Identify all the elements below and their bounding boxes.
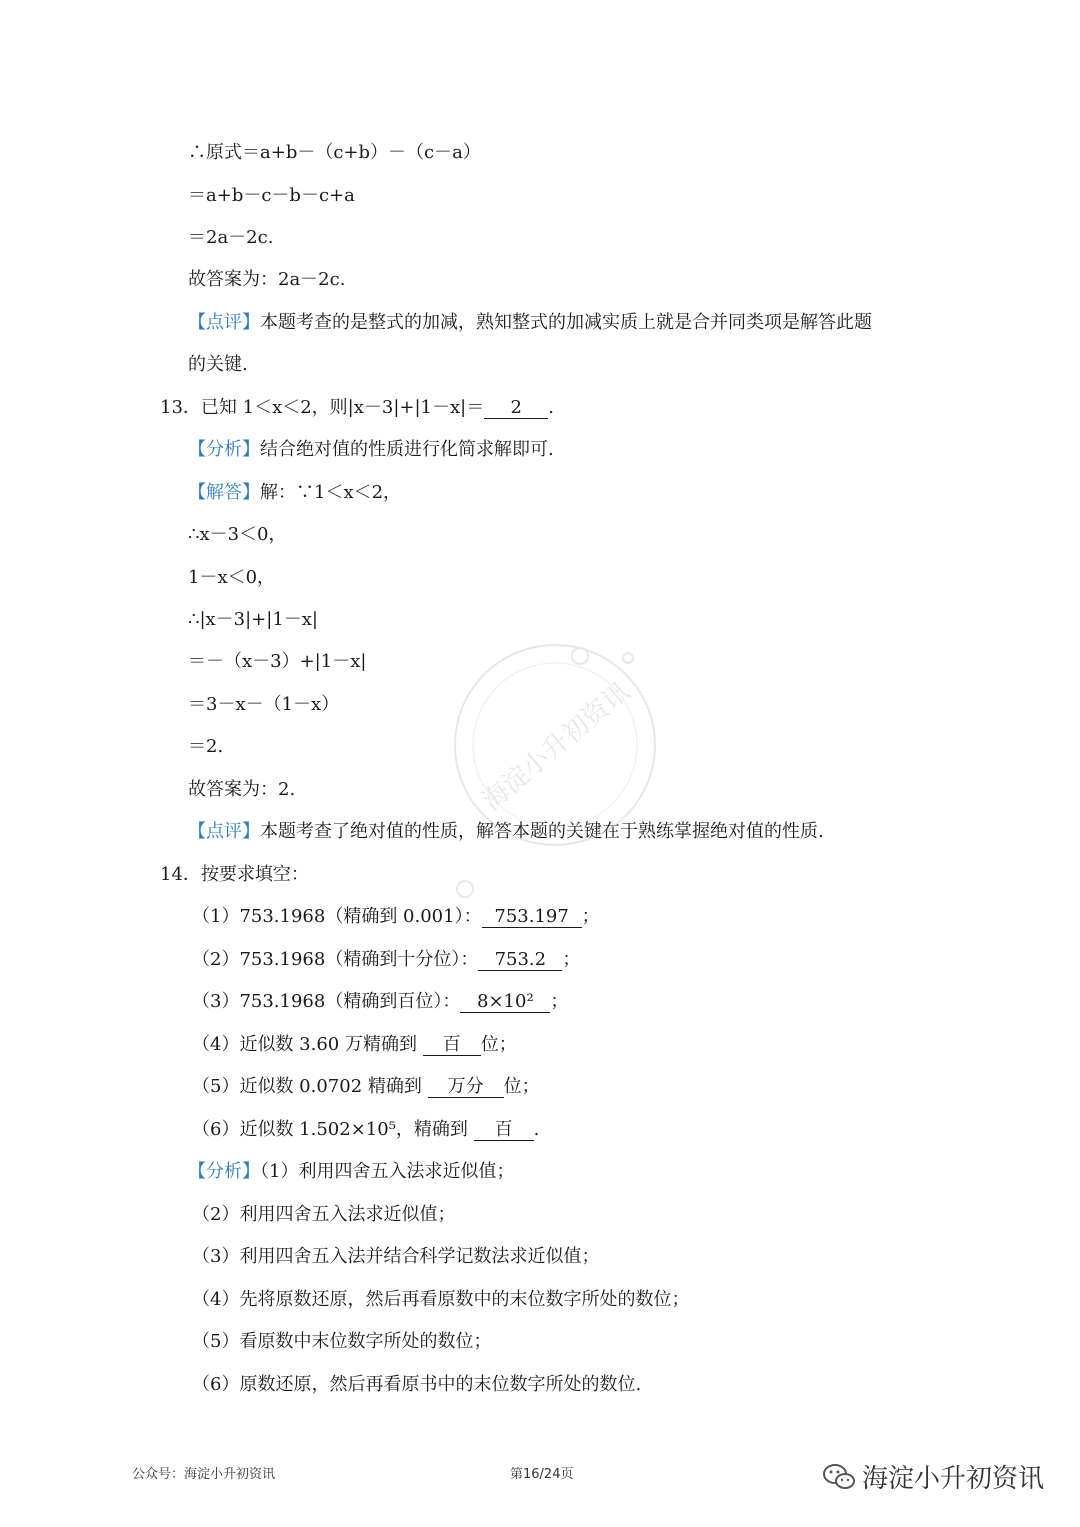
q13-step: ＝3－x－（1－x） [188, 694, 340, 715]
q13-stem: 13．已知 1＜x＜2，则|x－3|+|1－x|＝ [160, 397, 485, 418]
q13-step: ＝－（x－3）+|1－x| [188, 651, 367, 672]
q14-item-answer: 753.2 [478, 950, 562, 971]
q13-step: ∴x－3＜0， [188, 524, 287, 545]
q13-step: 1－x＜0， [188, 567, 276, 588]
q14-item-end: . [533, 1119, 540, 1140]
solution-tag: 【解答】 [188, 482, 260, 503]
watermark-stamp [450, 640, 660, 850]
q14-item [192, 948, 580, 972]
q14-item-end: ； [550, 991, 569, 1012]
q14-item-answer: 百 [474, 1120, 534, 1141]
q14-item-answer: 百 [423, 1035, 481, 1056]
q14-item-answer: 753.197 [482, 907, 582, 928]
q14-analysis [188, 1160, 514, 1184]
q13-answer: 2 [484, 398, 548, 419]
q13-solution-text: 解：∵1＜x＜2， [260, 482, 402, 503]
q14-item [192, 1033, 517, 1057]
solution-line-4: 故答案为：2a－2c. [188, 269, 346, 290]
q14-analysis-text: （1）利用四舍五入法求近似值； [260, 1161, 515, 1182]
question-13 [160, 396, 554, 420]
q14-analysis-line: （6）原数还原，然后再看原书中的末位数字所处的数位. [192, 1374, 642, 1395]
q14-item-text: （2）753.1968（精确到十分位）： [192, 949, 479, 970]
q14-analysis-line: （3）利用四舍五入法并结合科学记数法求近似值； [192, 1246, 600, 1267]
footer-account: 公众号：海淀小升初资讯 [132, 1467, 276, 1482]
q13-end: . [548, 397, 554, 418]
q13-step: ∴|x－3|+|1－x| [188, 609, 318, 630]
q13-step: ＝2. [188, 736, 224, 757]
q14-analysis-line: （5）看原数中末位数字所处的数位； [192, 1331, 492, 1352]
review-line-cont: 的关键. [188, 354, 248, 375]
q14-analysis-line: （2）利用四舍五入法求近似值； [192, 1204, 456, 1225]
solution-line-3: ＝2a－2c. [188, 227, 274, 248]
q14-item [192, 1075, 540, 1099]
review-text: 本题考查的是整式的加减，熟知整式的加减实质上就是合并同类项是解答此题 [260, 312, 872, 333]
q13-review-text: 本题考查了绝对值的性质，解答本题的关键在于熟练掌握绝对值的性质. [260, 821, 824, 842]
q14-item-text: （5）近似数 0.0702 精确到 [192, 1076, 422, 1097]
q14-item-text: （3）753.1968（精确到百位）： [192, 991, 461, 1012]
solution-line-2: ＝a+b－c－b－c+a [188, 185, 355, 206]
analysis-tag: 【分析】 [188, 439, 260, 460]
q14-item [192, 990, 568, 1014]
q13-analysis-text: 结合绝对值的性质进行化简求解即可. [260, 439, 554, 460]
watermark-dot [454, 878, 476, 900]
q14-item-end: 位； [480, 1034, 517, 1055]
q14-item-text: （4）近似数 3.60 万精确到 [192, 1034, 417, 1055]
q14-item-text: （1）753.1968（精确到 0.001）： [192, 906, 482, 927]
q14-item-text: （6）近似数 1.502×10⁵，精确到 [192, 1119, 468, 1140]
q14-item-answer: 万分 [428, 1077, 504, 1098]
review-tag: 【点评】 [188, 821, 260, 842]
question-14: 14．按要求填空： [160, 864, 309, 885]
q14-item-answer: 8×10² [460, 992, 550, 1013]
watermark-text: 海淀小升初资讯 [476, 676, 636, 817]
page-number: 第16/24页 [510, 1467, 574, 1482]
q13-solution [188, 481, 401, 505]
solution-line-1: ∴原式＝a+b－（c+b）－（c－a） [188, 142, 481, 163]
q14-item [192, 905, 600, 929]
q13-analysis [188, 438, 554, 462]
analysis-tag: 【分析】 [188, 1161, 260, 1182]
brand-name: 海淀小升初资讯 [862, 1464, 1045, 1494]
q14-item-end: ； [562, 949, 581, 970]
review-tag: 【点评】 [188, 312, 260, 333]
q14-analysis-line: （4）先将原数还原，然后再看原数中的末位数字所处的数位； [192, 1289, 690, 1310]
q14-item-end: ； [581, 906, 600, 927]
q13-step: 故答案为：2. [188, 779, 296, 800]
q14-item [192, 1118, 539, 1142]
q14-item-end: 位； [503, 1076, 540, 1097]
review-line [188, 311, 872, 335]
wechat-icon [822, 1462, 856, 1492]
brand-mark [822, 1458, 1044, 1495]
